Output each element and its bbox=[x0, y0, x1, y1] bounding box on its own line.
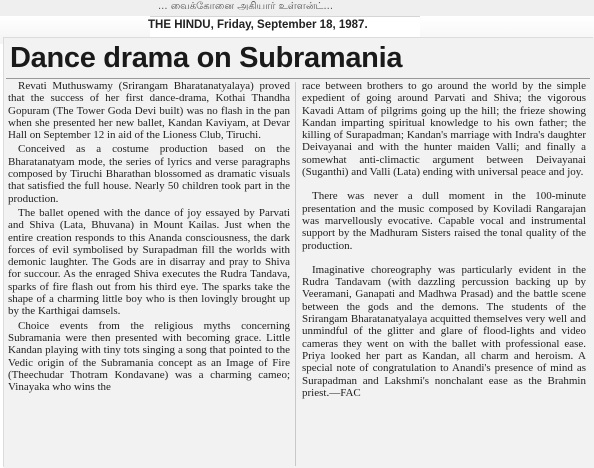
paragraph: Conceived as a costume production based on the Bharatanatyam mode, the series of lyrics and verse paragraphs composed by Tiruchi Bharathan blossomed as dramatic visuals that satisfied the full house. Nearly 50 children took part in the production. bbox=[8, 143, 290, 205]
paragraph: Choice events from the religious myths concerning Subramania were then presented with becoming grace. Little Kandan playing with tiny tots singing a song that pointed to the Vedic origin of the Subramania concept as an Image of Fire (Theechudar Thotram Kondavane) was a charming cameo; Vinayaka who wins the bbox=[8, 319, 290, 394]
paragraph: The ballet opened with the dance of joy essayed by Parvati and Shiva (Lata, Bhuvana) in Mount Kailas. Just when the entire creation responds to this Ananda consciousness, the dark forces of evil symbolised by Surapadman fill the worlds with demonic laughter. The Gods are in disarray and pray to Shiva for succour. As the enraged Shiva executes the Rudra Tandava, sparks of fire flash out from his third eye. The sparks take the shape of a charming little boy who is then lovingly brought up by the Karthigai damsels. bbox=[8, 206, 290, 318]
article-column-left bbox=[8, 80, 290, 468]
article-headline: Dance drama on Subramania bbox=[10, 42, 403, 74]
top-torn-strip bbox=[0, 0, 594, 17]
column-gutter bbox=[295, 82, 296, 466]
paragraph-spacer bbox=[302, 254, 586, 264]
paragraph: race between brothers to go around the world by the simple expedient of going around Parvati and Shiva; the vigorous Kavadi Attam of pilgrims going up the hill; the frieze showing Kandan imparting spiritual knowledge to his own father; the killing of Surapadman; Kandan's marriage with Indra's daughter Deivayanai and with the hunter maiden Valli; and finally a somewhat anti-climactic argument between Deivayanai (Suganthi) and Valli (Lata) ending with universal peace and joy. bbox=[302, 80, 586, 179]
article-column-right bbox=[302, 80, 586, 468]
headline-rule bbox=[6, 78, 590, 79]
paragraph: Imaginative choreography was particularly evident in the Rudra Tandavam (with dazzling percussion backing up by Veeramani, Ganapati and Madhwa Prasad) and the battle scene between the gods and the demons. The students of the Srirangam Bharatanatyalaya acquitted themselves very well and unmindful of the glitter and glare of flood-lights and video cameras they went on with the ballet with professional ease. Priya looked her part as Kandan, all charm and heroism. A special note of congratulation to Anandi's presence of mind as Surapadman and Lakshmi's nonchalant ease as the Brahmin priest.—FAC bbox=[302, 263, 586, 399]
paragraph-spacer bbox=[302, 180, 586, 190]
article-clipping bbox=[4, 38, 594, 468]
paragraph: Revati Muthuswamy (Srirangam Bharatanatyalaya) proved that the success of her first dance-drama, Kothai Thandha Gopuram (The Tower Goda Devi built) was no flash in the pan when she presented her new ballet, Kandan Kaviyam, at Devar Hall on September 12 in aid of the Lioness Club, Tiruchi. bbox=[8, 80, 290, 142]
tamil-text-strip: ... வைக்கோனை அகியார் உள்ளன்ட்... bbox=[158, 1, 334, 12]
dateline: THE HINDU, Friday, September 18, 1987. bbox=[148, 19, 368, 31]
paragraph: There was never a dull moment in the 100-minute presentation and the music composed by Koviladi Rangarajan was marvellously evocative. Capable vocal and instrumental support by the Madhuram Sisters raised the tonal quality of the production. bbox=[302, 190, 586, 252]
